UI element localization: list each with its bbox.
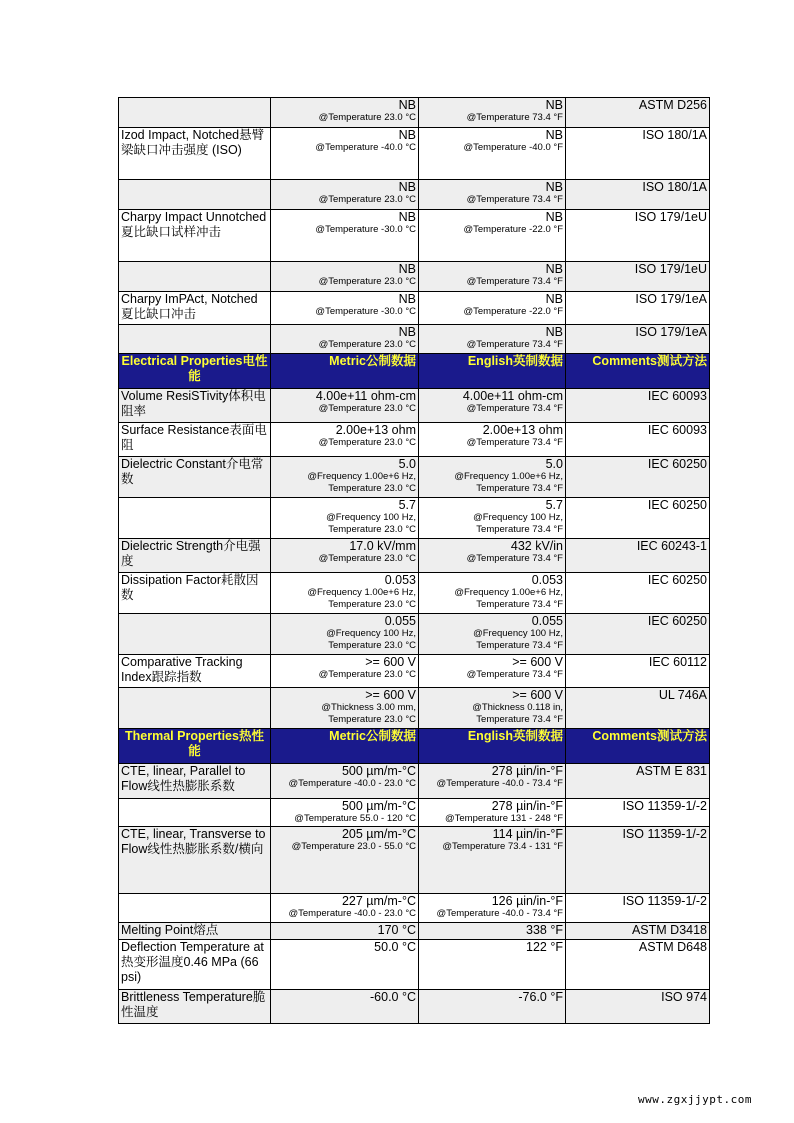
english-cell (419, 655, 566, 688)
english-condition: @Thickness 0.118 in, Temperature 73.4 °F (472, 702, 563, 725)
english-value: 5.7 (545, 498, 563, 512)
properties-table-body (119, 98, 710, 1024)
metric-condition: @Temperature 23.0 °C (318, 194, 416, 205)
metric-value: 205 µm/m-°C (341, 827, 416, 841)
test-method: ISO 11359-1/-2 (566, 827, 710, 894)
metric-value: NB (398, 128, 416, 142)
property-name: Izod Impact, Notched悬臂梁缺口冲击强度 (ISO) (119, 128, 271, 180)
table-row (119, 498, 710, 539)
english-value: NB (545, 128, 563, 142)
table-row (119, 990, 710, 1024)
metric-condition: @Temperature 23.0 °C (318, 112, 416, 123)
english-cell (419, 614, 566, 655)
table-row (119, 614, 710, 655)
test-method: IEC 60250 (566, 457, 710, 498)
property-name (119, 325, 271, 354)
property-name: Dielectric Constant介电常数 (119, 457, 271, 498)
metric-cell (271, 827, 419, 894)
metric-value: NB (398, 98, 416, 112)
property-name: CTE, linear, Parallel to Flow线性热膨胀系数 (119, 764, 271, 799)
metric-cell (271, 614, 419, 655)
metric-condition: @Temperature 23.0 °C (318, 339, 416, 350)
metric-cell (271, 573, 419, 614)
table-row (119, 423, 710, 457)
property-name: Melting Point熔点 (119, 923, 271, 940)
english-cell (419, 128, 566, 180)
english-condition: @Temperature 131 - 248 °F (445, 813, 563, 824)
metric-value: NB (398, 325, 416, 339)
english-value: NB (545, 180, 563, 194)
english-cell (419, 539, 566, 573)
section-header-row (119, 354, 710, 389)
metric-cell (271, 98, 419, 128)
test-method: ISO 179/1eU (566, 262, 710, 292)
english-cell (419, 457, 566, 498)
english-cell (419, 498, 566, 539)
english-cell (419, 940, 566, 990)
property-name (119, 894, 271, 923)
metric-condition: @Thickness 3.00 mm, Temperature 23.0 °C (321, 702, 416, 725)
test-method: ISO 179/1eA (566, 325, 710, 354)
english-column-header: English英制数据 (419, 729, 566, 764)
table-row (119, 389, 710, 423)
test-method: IEC 60112 (566, 655, 710, 688)
english-value: NB (545, 98, 563, 112)
english-value: 278 µin/in-°F (491, 799, 563, 813)
english-cell (419, 98, 566, 128)
table-row (119, 940, 710, 990)
english-cell (419, 688, 566, 729)
english-condition: @Temperature -40.0 - 73.4 °F (436, 908, 563, 919)
english-condition: @Temperature 73.4 °F (466, 112, 563, 123)
property-name: Dielectric Strength介电强度 (119, 539, 271, 573)
test-method: ISO 179/1eU (566, 210, 710, 262)
metric-cell (271, 990, 419, 1024)
english-value: 0.055 (531, 614, 563, 628)
english-value: NB (545, 325, 563, 339)
test-method: ISO 11359-1/-2 (566, 799, 710, 827)
section-header-row (119, 729, 710, 764)
test-method: ASTM D648 (566, 940, 710, 990)
metric-value: 2.00e+13 ohm (335, 423, 416, 437)
english-value: >= 600 V (512, 688, 563, 702)
metric-condition: @Temperature -40.0 - 23.0 °C (288, 908, 416, 919)
metric-cell (271, 128, 419, 180)
metric-cell (271, 799, 419, 827)
metric-cell (271, 764, 419, 799)
property-name (119, 614, 271, 655)
metric-cell (271, 923, 419, 940)
table-row (119, 799, 710, 827)
english-value: 4.00e+11 ohm-cm (462, 389, 563, 403)
metric-value: NB (398, 180, 416, 194)
table-row (119, 98, 710, 128)
property-name: Charpy Impact Unnotched夏比缺口试样冲击 (119, 210, 271, 262)
table-row (119, 292, 710, 325)
property-name: Comparative Tracking Index跟踪指数 (119, 655, 271, 688)
test-method: ASTM D3418 (566, 923, 710, 940)
english-cell (419, 262, 566, 292)
metric-value: 17.0 kV/mm (349, 539, 416, 553)
english-value: 5.0 (545, 457, 563, 471)
metric-value: 500 µm/m-°C (341, 799, 416, 813)
metric-cell (271, 894, 419, 923)
metric-column-header: Metric公制数据 (271, 729, 419, 764)
test-method: IEC 60250 (566, 614, 710, 655)
english-cell (419, 894, 566, 923)
metric-value: -60.0 °C (370, 990, 416, 1004)
property-name: CTE, linear, Transverse to Flow线性热膨胀系数/横向 (119, 827, 271, 894)
table-row (119, 128, 710, 180)
property-name: Charpy ImPAct, Notched夏比缺口冲击 (119, 292, 271, 325)
english-cell (419, 573, 566, 614)
site-watermark: www.zgxjjypt.com (638, 1093, 752, 1106)
english-condition: @Frequency 100 Hz, Temperature 73.4 °F (473, 512, 563, 535)
english-cell (419, 827, 566, 894)
metric-condition: @Temperature 23.0 °C (318, 669, 416, 680)
property-name (119, 98, 271, 128)
english-cell (419, 923, 566, 940)
comments-column-header: Comments测试方法 (566, 354, 710, 389)
metric-condition: @Frequency 100 Hz, Temperature 23.0 °C (326, 628, 416, 651)
metric-value: 5.0 (398, 457, 416, 471)
table-row (119, 827, 710, 894)
metric-cell (271, 180, 419, 210)
metric-value: NB (398, 210, 416, 224)
english-condition: @Temperature 73.4 °F (466, 194, 563, 205)
table-row (119, 894, 710, 923)
test-method: UL 746A (566, 688, 710, 729)
english-condition: @Temperature -22.0 °F (463, 306, 563, 317)
english-condition: @Temperature 73.4 °F (466, 403, 563, 414)
english-value: 0.053 (531, 573, 563, 587)
table-row (119, 764, 710, 799)
metric-value: 4.00e+11 ohm-cm (315, 389, 416, 403)
test-method: ISO 974 (566, 990, 710, 1024)
section-title: Electrical Properties电性能 (119, 354, 271, 389)
metric-cell (271, 498, 419, 539)
test-method: ASTM E 831 (566, 764, 710, 799)
metric-condition: @Temperature 23.0 °C (318, 276, 416, 287)
metric-value: NB (398, 262, 416, 276)
metric-cell (271, 940, 419, 990)
metric-value: 5.7 (398, 498, 416, 512)
metric-value: 50.0 °C (374, 940, 416, 954)
metric-value: >= 600 V (365, 655, 416, 669)
english-cell (419, 325, 566, 354)
table-row (119, 457, 710, 498)
english-value: 122 °F (526, 940, 563, 954)
property-name (119, 799, 271, 827)
english-value: 432 kV/in (510, 539, 563, 553)
metric-cell (271, 389, 419, 423)
metric-condition: @Frequency 1.00e+6 Hz, Temperature 23.0 °C (307, 587, 416, 610)
metric-value: NB (398, 292, 416, 306)
metric-value: 227 µm/m-°C (341, 894, 416, 908)
english-value: 126 µin/in-°F (491, 894, 563, 908)
table-row (119, 688, 710, 729)
english-cell (419, 180, 566, 210)
test-method: ASTM D256 (566, 98, 710, 128)
test-method: IEC 60250 (566, 573, 710, 614)
english-column-header: English英制数据 (419, 354, 566, 389)
english-value: 338 °F (526, 923, 563, 937)
english-condition: @Temperature 73.4 - 131 °F (442, 841, 563, 852)
english-value: 114 µin/in-°F (492, 827, 563, 841)
english-condition: @Temperature 73.4 °F (466, 553, 563, 564)
metric-condition: @Temperature -40.0 °C (315, 142, 416, 153)
metric-value: 0.055 (384, 614, 416, 628)
test-method: ISO 180/1A (566, 180, 710, 210)
english-value: >= 600 V (512, 655, 563, 669)
property-name: Volume ResiSTivity体积电阻率 (119, 389, 271, 423)
english-value: 2.00e+13 ohm (482, 423, 563, 437)
english-cell (419, 799, 566, 827)
english-value: NB (545, 262, 563, 276)
property-name (119, 262, 271, 292)
property-name: Brittleness Temperature脆性温度 (119, 990, 271, 1024)
metric-cell (271, 539, 419, 573)
metric-condition: @Frequency 100 Hz, Temperature 23.0 °C (326, 512, 416, 535)
english-value: -76.0 °F (518, 990, 563, 1004)
test-method: IEC 60093 (566, 389, 710, 423)
metric-column-header: Metric公制数据 (271, 354, 419, 389)
english-value: NB (545, 210, 563, 224)
english-condition: @Temperature -40.0 °F (463, 142, 563, 153)
metric-cell (271, 292, 419, 325)
english-cell (419, 292, 566, 325)
property-name (119, 498, 271, 539)
english-cell (419, 990, 566, 1024)
metric-cell (271, 210, 419, 262)
property-name (119, 180, 271, 210)
table-row (119, 262, 710, 292)
test-method: ISO 11359-1/-2 (566, 894, 710, 923)
english-condition: @Frequency 1.00e+6 Hz, Temperature 73.4 °F (454, 471, 563, 494)
table-row (119, 325, 710, 354)
english-condition: @Temperature 73.4 °F (466, 276, 563, 287)
comments-column-header: Comments测试方法 (566, 729, 710, 764)
english-condition: @Temperature 73.4 °F (466, 669, 563, 680)
property-name: Surface Resistance表面电阻 (119, 423, 271, 457)
english-cell (419, 210, 566, 262)
metric-condition: @Temperature 55.0 - 120 °C (294, 813, 416, 824)
metric-condition: @Frequency 1.00e+6 Hz, Temperature 23.0 °C (307, 471, 416, 494)
table-row (119, 655, 710, 688)
metric-condition: @Temperature 23.0 °C (318, 403, 416, 414)
metric-value: 170 °C (377, 923, 416, 937)
metric-value: 0.053 (384, 573, 416, 587)
metric-condition: @Temperature 23.0 °C (318, 553, 416, 564)
table-row (119, 923, 710, 940)
english-condition: @Temperature -40.0 - 73.4 °F (436, 778, 563, 789)
test-method: ISO 179/1eA (566, 292, 710, 325)
table-row (119, 573, 710, 614)
english-cell (419, 764, 566, 799)
metric-cell (271, 325, 419, 354)
english-condition: @Frequency 1.00e+6 Hz, Temperature 73.4 °F (454, 587, 563, 610)
property-name: Dissipation Factor耗散因数 (119, 573, 271, 614)
metric-cell (271, 423, 419, 457)
section-title: Thermal Properties热性能 (119, 729, 271, 764)
properties-table (118, 97, 710, 1024)
english-value: 278 µin/in-°F (491, 764, 563, 778)
metric-cell (271, 655, 419, 688)
table-row (119, 539, 710, 573)
metric-cell (271, 457, 419, 498)
test-method: ISO 180/1A (566, 128, 710, 180)
test-method: IEC 60093 (566, 423, 710, 457)
english-value: NB (545, 292, 563, 306)
metric-condition: @Temperature -40.0 - 23.0 °C (288, 778, 416, 789)
metric-condition: @Temperature 23.0 °C (318, 437, 416, 448)
test-method: IEC 60250 (566, 498, 710, 539)
metric-cell (271, 262, 419, 292)
table-row (119, 180, 710, 210)
english-cell (419, 389, 566, 423)
test-method: IEC 60243-1 (566, 539, 710, 573)
english-cell (419, 423, 566, 457)
metric-value: >= 600 V (365, 688, 416, 702)
metric-condition: @Temperature -30.0 °C (315, 224, 416, 235)
english-condition: @Frequency 100 Hz, Temperature 73.4 °F (473, 628, 563, 651)
table-row (119, 210, 710, 262)
metric-cell (271, 688, 419, 729)
property-name (119, 688, 271, 729)
property-name: Deflection Temperature at热变形温度0.46 MPa (66 psi) (119, 940, 271, 990)
metric-condition: @Temperature -30.0 °C (315, 306, 416, 317)
english-condition: @Temperature 73.4 °F (466, 339, 563, 350)
metric-value: 500 µm/m-°C (341, 764, 416, 778)
metric-condition: @Temperature 23.0 - 55.0 °C (291, 841, 416, 852)
english-condition: @Temperature -22.0 °F (463, 224, 563, 235)
english-condition: @Temperature 73.4 °F (466, 437, 563, 448)
